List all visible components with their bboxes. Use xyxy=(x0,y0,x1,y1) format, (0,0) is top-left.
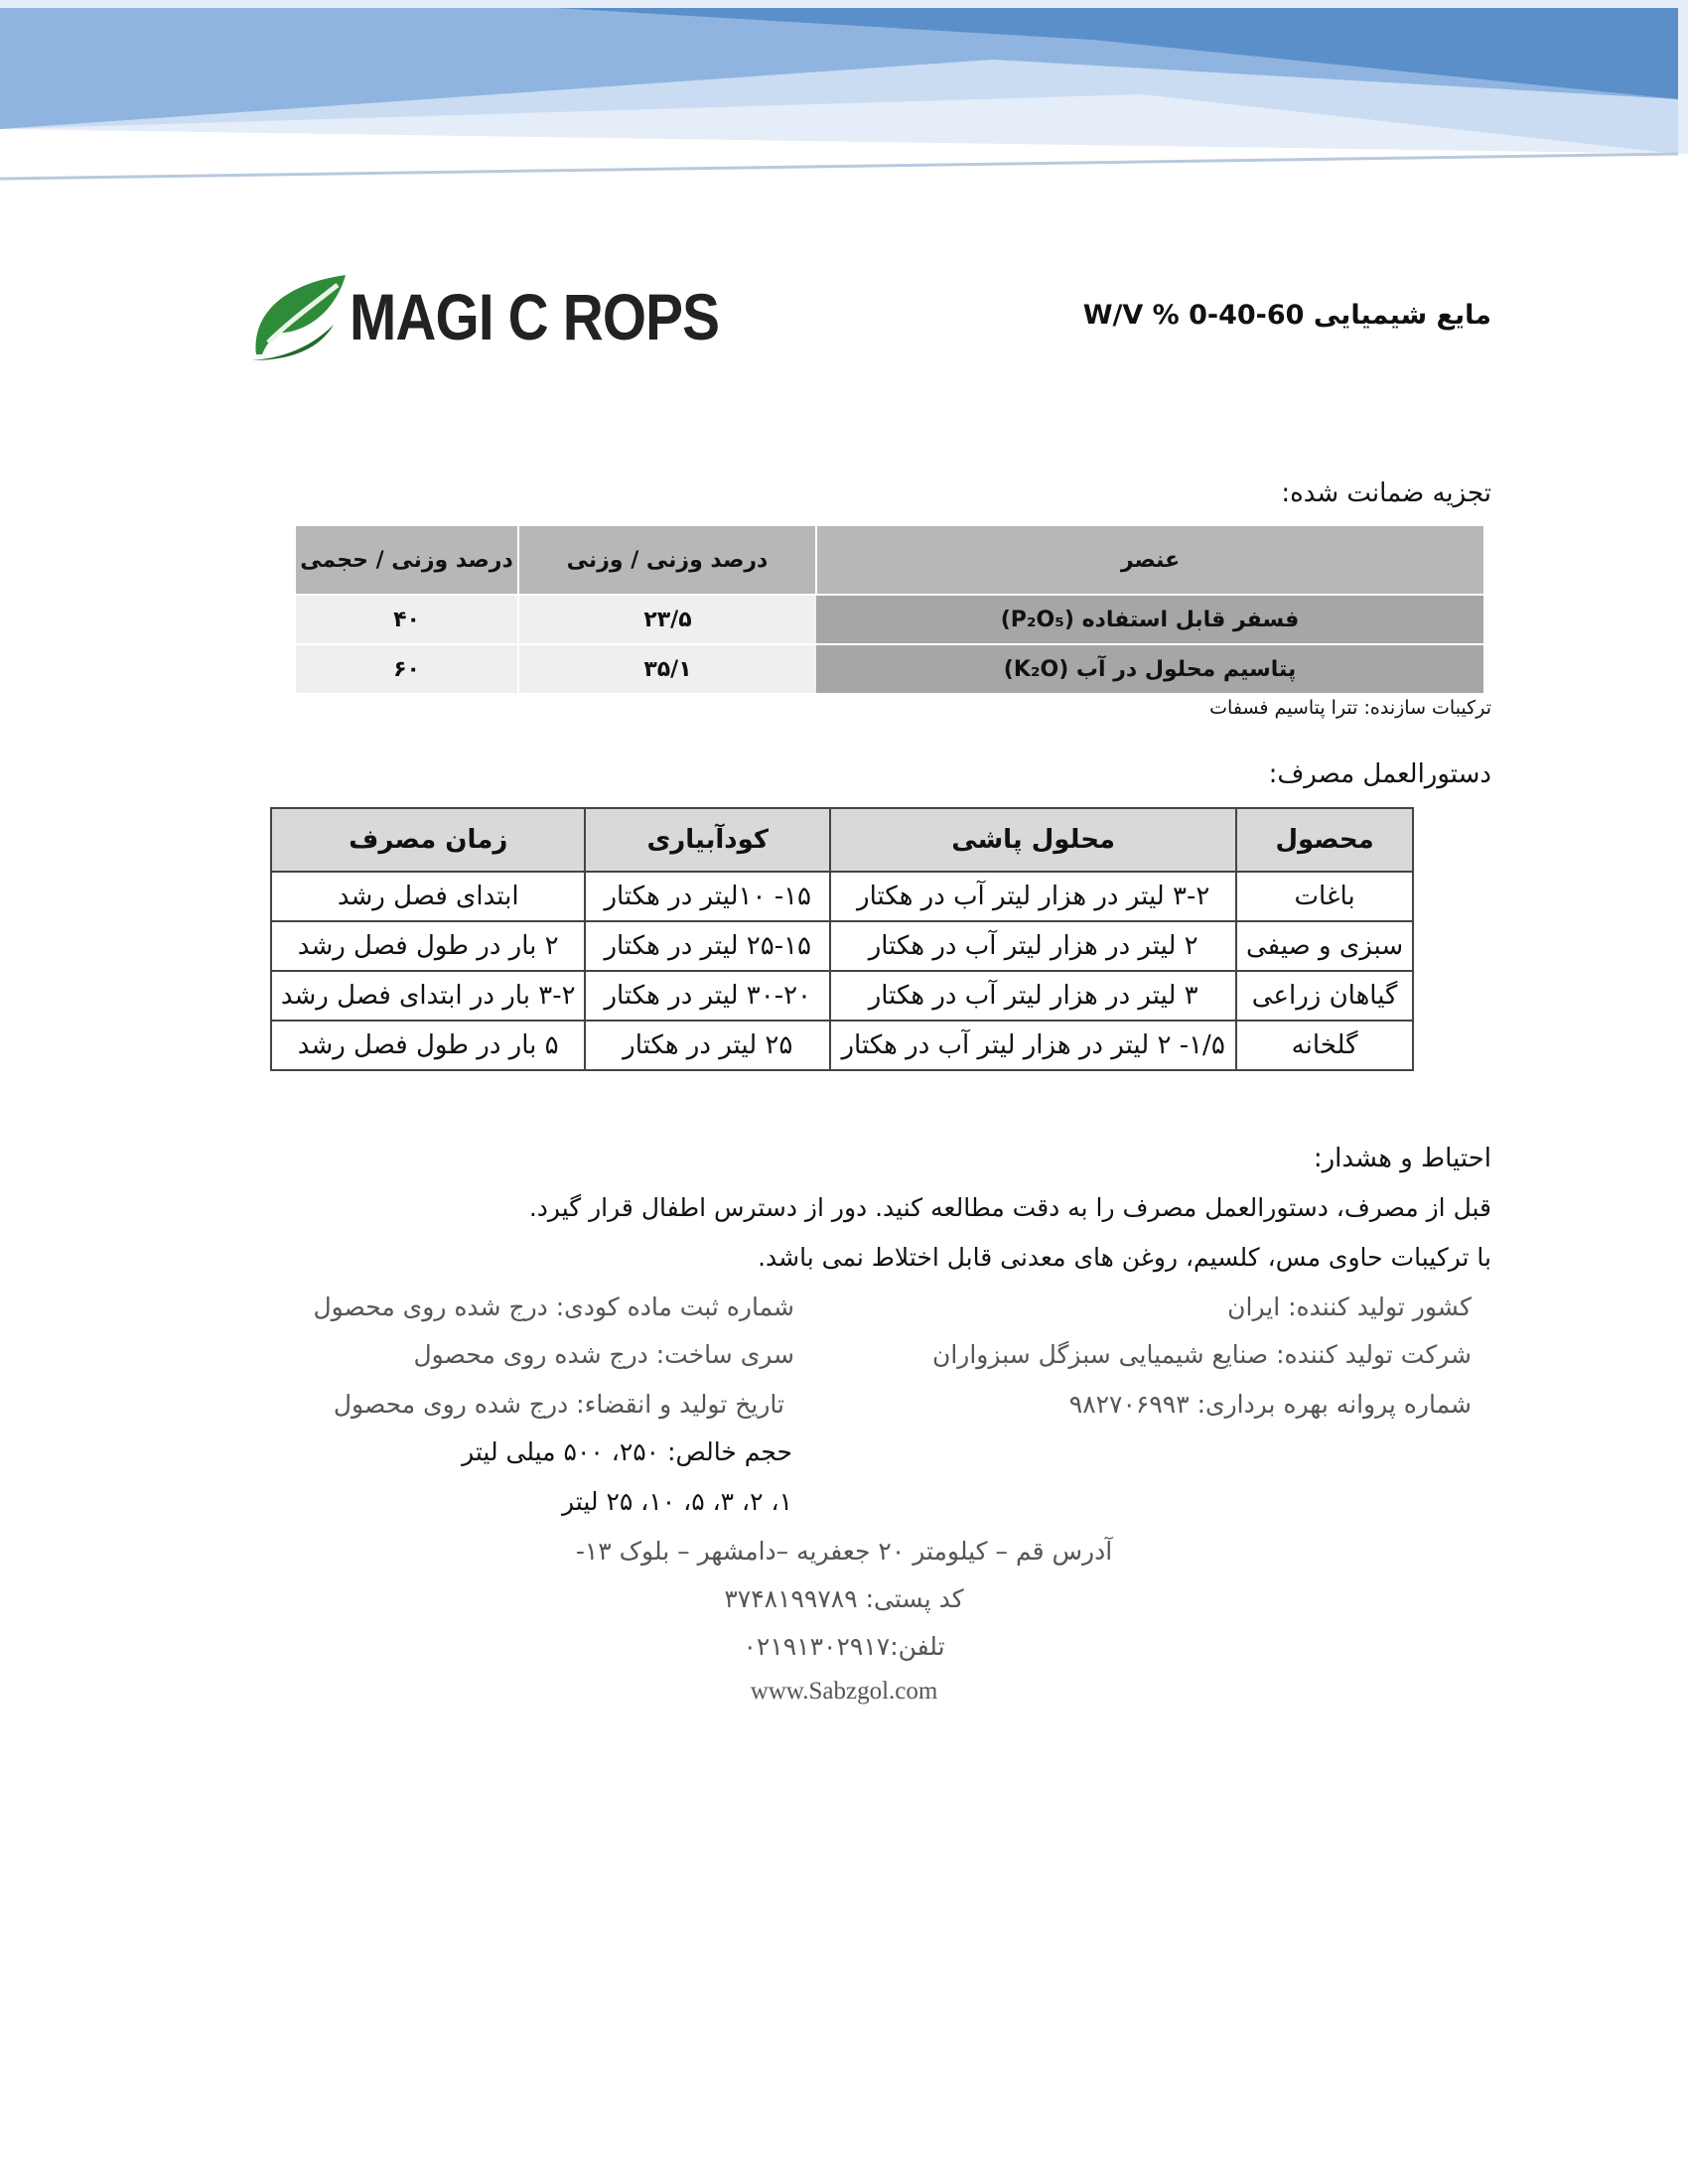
volume-text: حجم خالص: ۲۵۰، ۵۰۰ میلی لیتر xyxy=(462,1437,792,1466)
column-header: درصد وزنی / حجمی xyxy=(296,526,518,595)
product-title: مایع شیمیایی W/V % 0-40-60 xyxy=(1082,300,1491,331)
composition-text: ترکیبات سازنده: تترا پتاسیم فسفات xyxy=(1209,697,1491,719)
element-cell: فسفر قابل استفاده (P₂O₅) xyxy=(816,595,1483,644)
brand-logo xyxy=(248,263,720,372)
warning-line-2: با ترکیبات حاوی مس، کلسیم، روغن های معدنی قابل اختلاط نمی باشد. xyxy=(758,1243,1491,1272)
fertigation-cell: ۳۰-۲۰ لیتر در هکتار xyxy=(585,971,830,1021)
table-row xyxy=(271,1021,1413,1070)
column-header: محصول xyxy=(1236,808,1413,872)
value-cell: ۳۵/۱ xyxy=(518,644,816,693)
spray-cell: ۲ لیتر در هزار لیتر آب در هکتار xyxy=(830,921,1236,971)
volume-list-text: ۱، ۲، ۳، ۵، ۱۰، ۲۵ لیتر xyxy=(562,1487,792,1516)
dates-text: تاریخ تولید و انقضاء: درج شده روی محصول xyxy=(333,1390,784,1419)
warning-line-1: قبل از مصرف، دستورالعمل مصرف را به دقت مطالعه کنید. دور از دسترس اطفال قرار گیرد. xyxy=(528,1193,1491,1222)
value-cell: ۶۰ xyxy=(296,644,518,693)
header-banner xyxy=(0,0,1688,199)
crop-cell: باغات xyxy=(1236,872,1413,921)
analysis-table xyxy=(296,526,1483,693)
column-header: محلول پاشی xyxy=(830,808,1236,872)
column-header: درصد وزنی / وزنی xyxy=(518,526,816,595)
table-header-row xyxy=(271,808,1413,872)
value-cell: ۲۳/۵ xyxy=(518,595,816,644)
table-row xyxy=(271,872,1413,921)
timing-cell: ۳-۲ بار در ابتدای فصل رشد xyxy=(271,971,585,1021)
crop-cell: گیاهان زراعی xyxy=(1236,971,1413,1021)
table-row xyxy=(271,971,1413,1021)
country-text: کشور تولید کننده: ایران xyxy=(1227,1293,1472,1321)
registration-text: شماره ثبت ماده کودی: درج شده روی محصول xyxy=(313,1293,794,1321)
company-text: شرکت تولید کننده: صنایع شیمیایی سبزگل سبزواران xyxy=(931,1340,1472,1369)
timing-cell: ۵ بار در طول فصل رشد xyxy=(271,1021,585,1070)
fertigation-cell: ۱۵- ۱۰لیتر در هکتار xyxy=(585,872,830,921)
postal-code-text: کد پستی: ۳۷۴۸۱۹۹۷۸۹ xyxy=(724,1584,964,1613)
batch-text: سری ساخت: درج شده روی محصول xyxy=(413,1340,794,1369)
table-header-row xyxy=(296,526,1483,595)
analysis-heading: تجزیه ضمانت شده: xyxy=(1281,478,1491,508)
spray-cell: ۳ لیتر در هزار لیتر آب در هکتار xyxy=(830,971,1236,1021)
fertigation-cell: ۲۵-۱۵ لیتر در هکتار xyxy=(585,921,830,971)
usage-table xyxy=(270,807,1414,1071)
fertigation-cell: ۲۵ لیتر در هکتار xyxy=(585,1021,830,1070)
website-link[interactable]: www.Sabzgol.com xyxy=(750,1678,938,1705)
brand-wordmark: MAGI C ROPS xyxy=(350,280,720,353)
timing-cell: ۲ بار در طول فصل رشد xyxy=(271,921,585,971)
crop-cell: گلخانه xyxy=(1236,1021,1413,1070)
value-cell: ۴۰ xyxy=(296,595,518,644)
phone-text: تلفن:۰۲۱۹۱۳۰۲۹۱۷ xyxy=(743,1632,945,1661)
spray-cell: ۱/۵- ۲ لیتر در هزار لیتر آب در هکتار xyxy=(830,1021,1236,1070)
table-row xyxy=(296,595,1483,644)
crop-cell: سبزی و صیفی xyxy=(1236,921,1413,971)
usage-heading: دستورالعمل مصرف: xyxy=(1268,759,1491,789)
column-header: کودآبیاری xyxy=(585,808,830,872)
warning-heading: احتیاط و هشدار: xyxy=(1313,1144,1491,1173)
table-row xyxy=(296,644,1483,693)
license-text: شماره پروانه بهره برداری: ۹۸۲۷۰۶۹۹۳ xyxy=(1068,1390,1472,1419)
address-text: آدرس قم – کیلومتر ۲۰ جعفریه –دامشهر – بلوک ۱۳- xyxy=(575,1537,1113,1566)
spray-cell: ۳-۲ لیتر در هزار لیتر آب در هکتار xyxy=(830,872,1236,921)
timing-cell: ابتدای فصل رشد xyxy=(271,872,585,921)
element-cell: پتاسیم محلول در آب (K₂O) xyxy=(816,644,1483,693)
leaf-logo-icon xyxy=(248,263,348,372)
column-header: زمان مصرف xyxy=(271,808,585,872)
table-row xyxy=(271,921,1413,971)
column-header: عنصر xyxy=(816,526,1483,595)
